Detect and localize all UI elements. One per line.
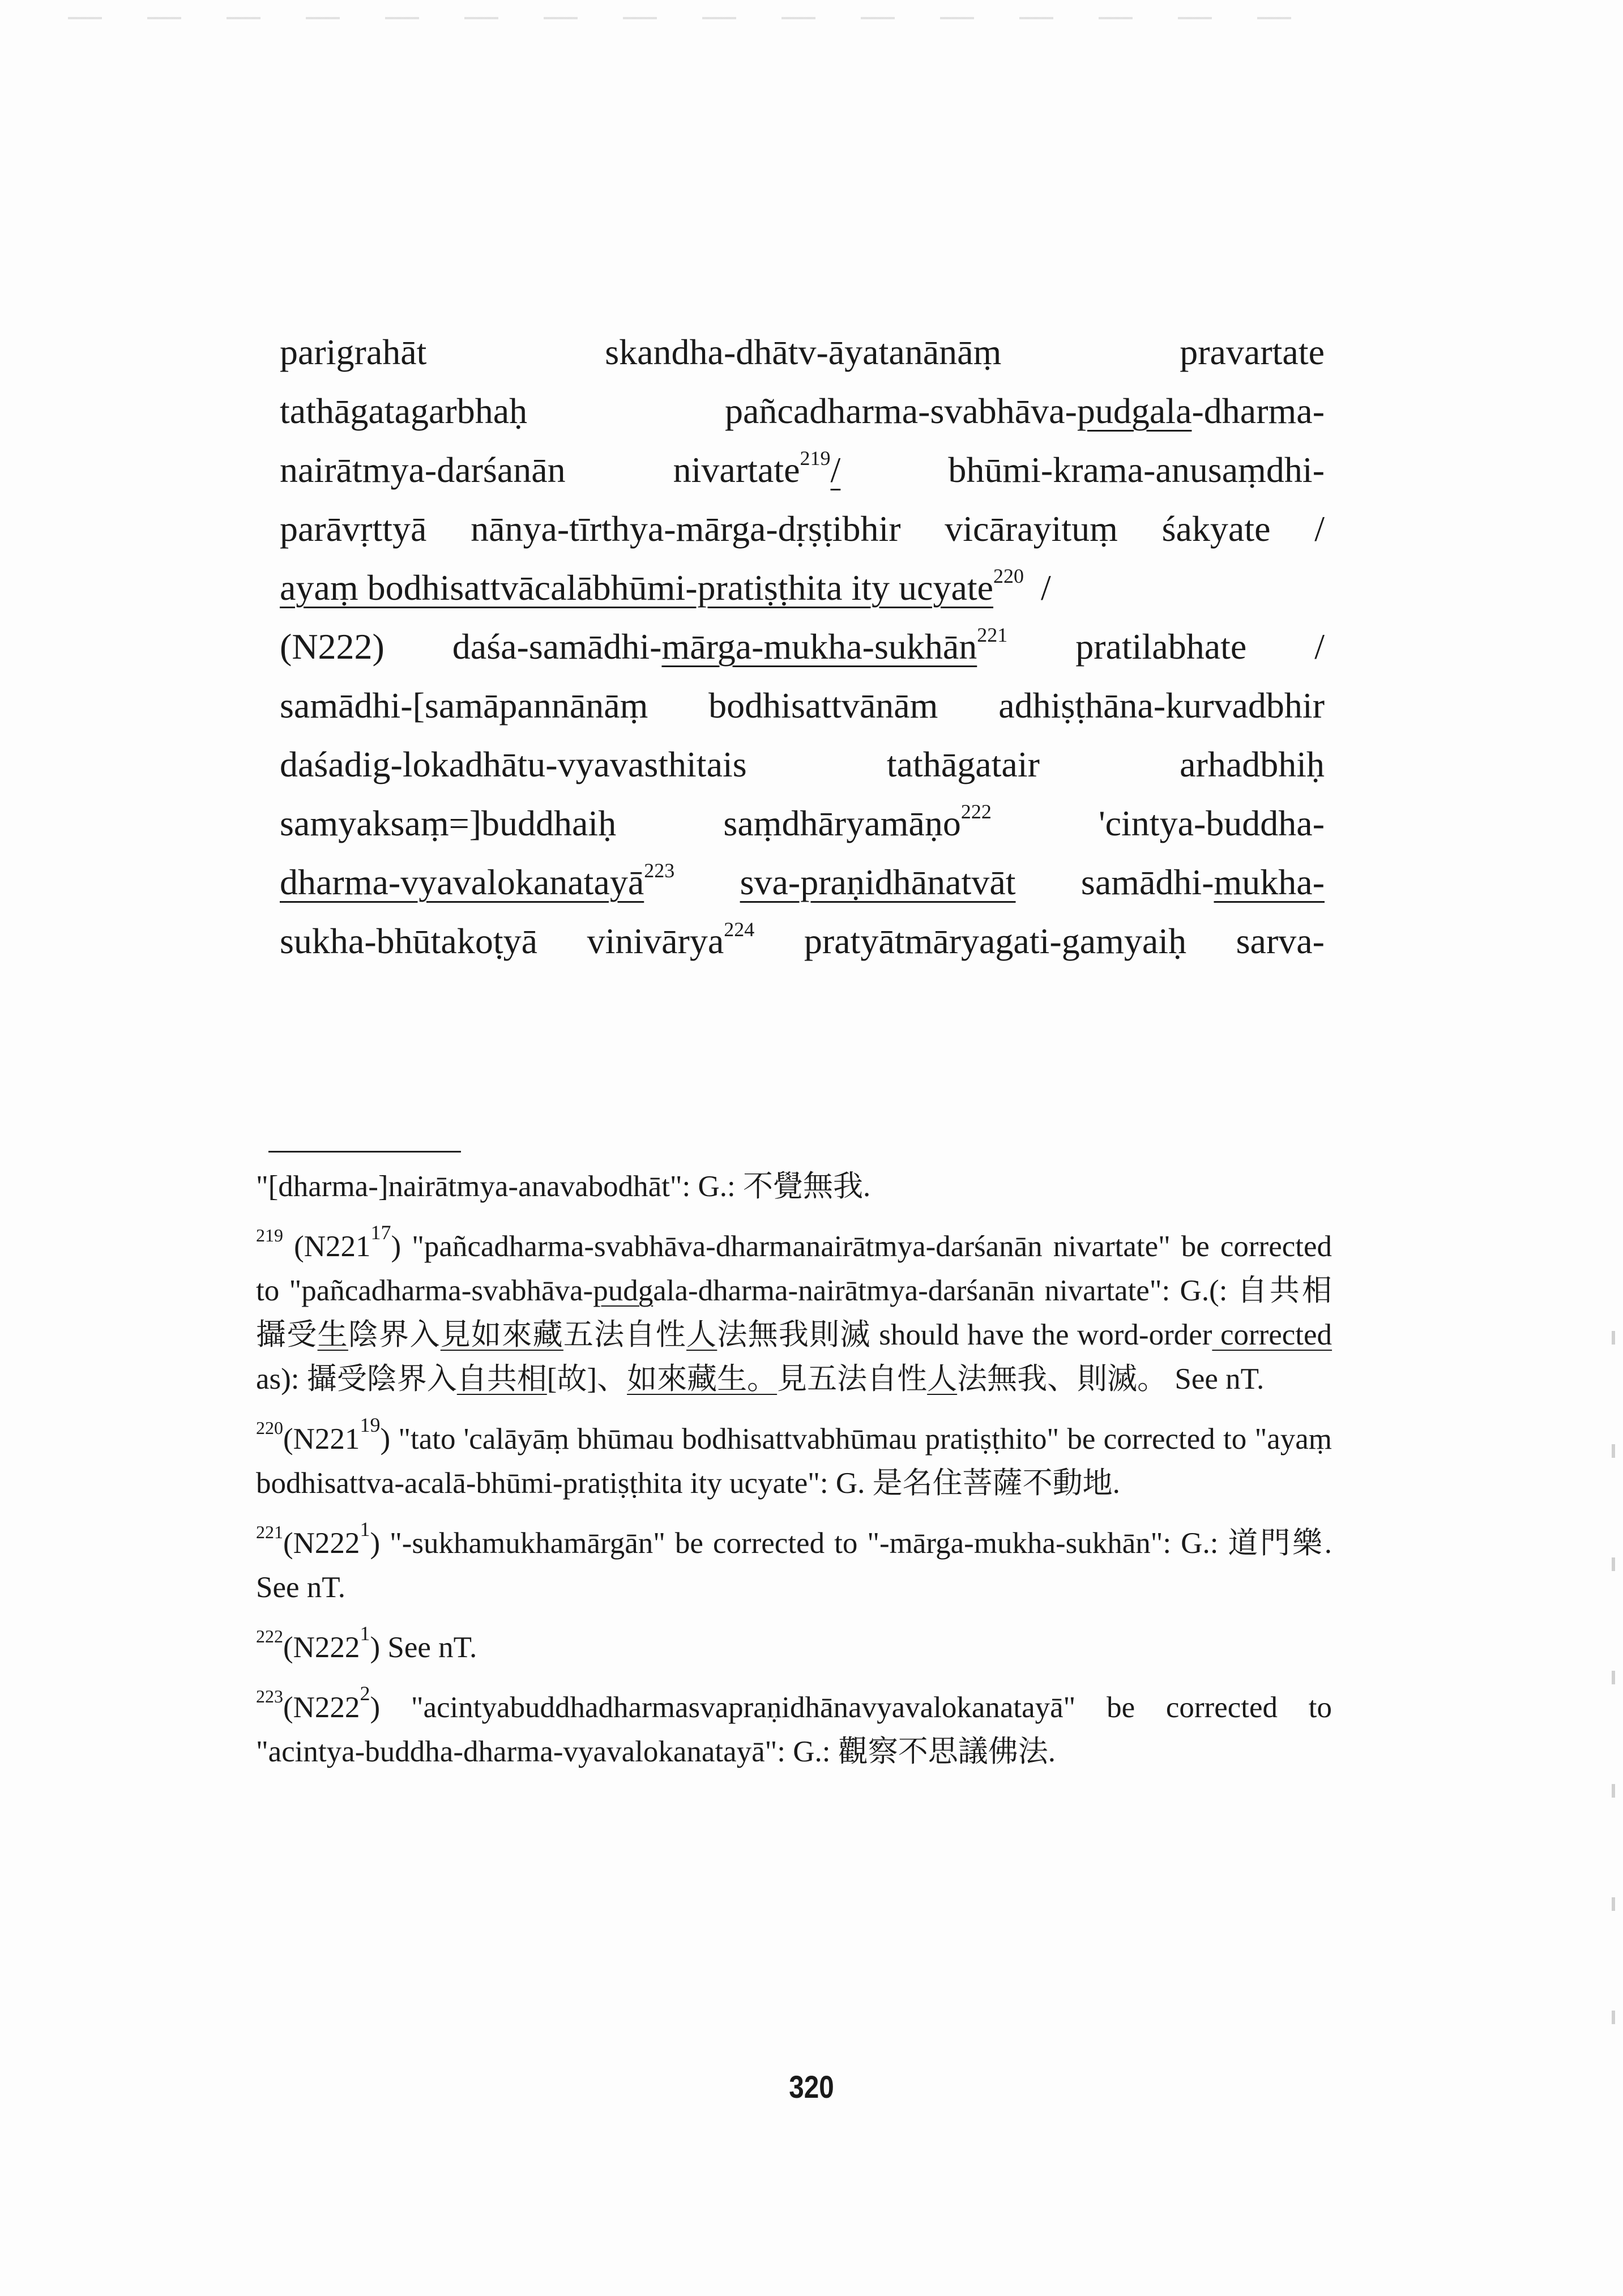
main-line: parāvṛttyā nānya-tīrthya-mārga-dṛṣṭibhir vicārayituṃ śakyate / bbox=[280, 509, 1325, 549]
footnotes bbox=[256, 1164, 1332, 1790]
footnote-ref: 224 bbox=[724, 918, 755, 941]
scan-artifact-top bbox=[68, 17, 1314, 19]
main-line: samyaksaṃ=]buddhaiḥ saṃdhāryamāṇo$^{222}$ 'cintya-buddha- bbox=[280, 800, 1325, 843]
scan-artifact-edge bbox=[1612, 1331, 1615, 2124]
footnote-ref: 221 bbox=[977, 624, 1008, 646]
footnote-219: $^{219}$ $(N221^{17})$ "pañcadharma-svabhāva-dharmanairātmya-darśanān nivartate" be corrected to "pañcadharma-svabhāva-pudgala-dharma-nairātmya-darśanān nivartate": G.(: 自共相攝受生陰界入見如來藏五法自性人法無我則滅 should have the word-order corrected as): 攝受陰界入自共相[故]、如來藏生。見五法自性人法無我、則滅。 See nT. bbox=[256, 1221, 1332, 1395]
page-number: 320 bbox=[789, 2069, 834, 2105]
footnote-ref: 220 bbox=[993, 565, 1024, 587]
main-line: (N222) daśa-samādhi-mārga-mukha-sukhān$^{221}$ pratilabhate / bbox=[280, 624, 1325, 667]
footnote-divider bbox=[268, 1151, 461, 1153]
main-line: ayaṃ bodhisattvācalābhūmi-pratiṣṭhita ity ucyate$^{220}$ / bbox=[280, 565, 1051, 608]
footnote-ref: 222 bbox=[960, 800, 992, 823]
main-line: samādhi-[samāpannānāṃ bodhisattvānām adhiṣṭhāna-kurvadbhir bbox=[280, 685, 1325, 725]
main-line: dharma-vyavalokanatayā$^{223}$ sva-praṇidhānatvāt samādhi-mukha- bbox=[280, 859, 1325, 902]
main-line: parigrahāt skandha-dhātv-āyatanānāṃ pravartate bbox=[280, 332, 1325, 372]
footnote-223: $^{223}(N222^2)$ "acintyabuddhadharmasvapraṇidhānavyavalokanatayā" be corrected to "acintya-buddha-dharma-vyavalokanatayā": G.: 觀察不思議佛法. bbox=[256, 1682, 1332, 1768]
footnote-220: $^{220}(N221^{19})$ "tato 'calāyāṃ bhūmau bodhisattvabhūmau pratiṣṭhito" be corrected to "ayaṃ bodhisattva-acalā-bhūmi-pratiṣṭhita ity ucyate": G. 是名住菩薩不動地. bbox=[256, 1414, 1332, 1500]
main-text-block bbox=[280, 323, 1325, 971]
footnote-continuation: "[dharma-]nairātmya-anavabodhāt": G.: 不覺無我. bbox=[256, 1170, 871, 1203]
footnote-221: $^{221}(N222^1)$ "-sukhamukhamārgān" be corrected to "-mārga-mukha-sukhān": G.: 道門樂. See nT. bbox=[256, 1518, 1332, 1604]
main-line: daśadig-lokadhātu-vyavasthitais tathāgatair arhadbhiḥ bbox=[280, 744, 1325, 784]
main-line: sukha-bhūtakoṭyā vinivārya$^{224}$ pratyātmāryagati-gamyaiḥ sarva- bbox=[280, 918, 1325, 961]
footnote-222: $^{222}(N222^1)$ See nT. bbox=[256, 1622, 477, 1664]
main-line: nairātmya-darśanān nivartate$^{219}$/ bhūmi-krama-anusaṃdhi- bbox=[280, 447, 1325, 490]
footnote-ref: 223 bbox=[644, 859, 675, 882]
footnote-ref: 219 bbox=[800, 447, 831, 470]
main-line: tathāgatagarbhaḥ pañcadharma-svabhāva-pudgala-dharma- bbox=[280, 391, 1325, 431]
